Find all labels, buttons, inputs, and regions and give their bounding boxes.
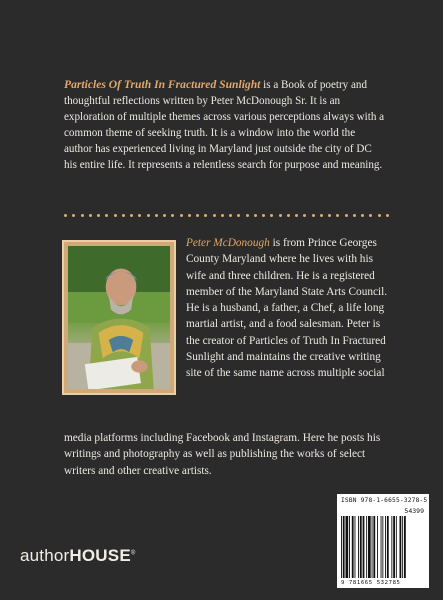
- author-bio-continued: media platforms including Facebook and Instagram. Here he posts his writings and photography as well as publishing the works of select writers and other creative artists.: [64, 432, 381, 477]
- barcode-box: [337, 494, 429, 588]
- author-bio-text: is from Prince Georges County Maryland where he lives with his wife and three children. He is a registered member of the Maryland State Arts Council. He is a husband, a father, a Chef, a life long martial artist, and a food salesman. Peter is the creator of Particles of Truth In Fractured Sunlight and maintains the creative writing site of the same name across multiple social: [186, 237, 388, 380]
- barcode-icon: [341, 516, 425, 578]
- book-title: Particles Of Truth In Fractured Sunlight: [64, 78, 261, 91]
- isbn-label: ISBN 978-1-6655-3278-5: [341, 497, 428, 504]
- publisher-logo: authorHOUSE®: [20, 546, 136, 565]
- book-description: [64, 77, 386, 173]
- author-photo-illustration: [68, 246, 170, 389]
- dotted-divider: [64, 212, 389, 218]
- book-description-text: is a Book of poetry and thoughtful reflections written by Peter McDonough Sr. It is an exploration of multiple themes across various perceptions always with a common theme of seeking truth. It is a window into the world the author has experienced living in Maryland just outside the city of DC his entire life. It represents a relentless search for purpose and meaning.: [64, 79, 385, 171]
- price-code: 54399: [404, 507, 424, 515]
- author-name: Peter McDonough: [186, 237, 270, 249]
- barcode-digits: 9 781665 532785: [341, 580, 425, 586]
- author-photo-frame: [62, 240, 176, 395]
- author-bio: [186, 235, 388, 382]
- author-photo: [68, 246, 170, 389]
